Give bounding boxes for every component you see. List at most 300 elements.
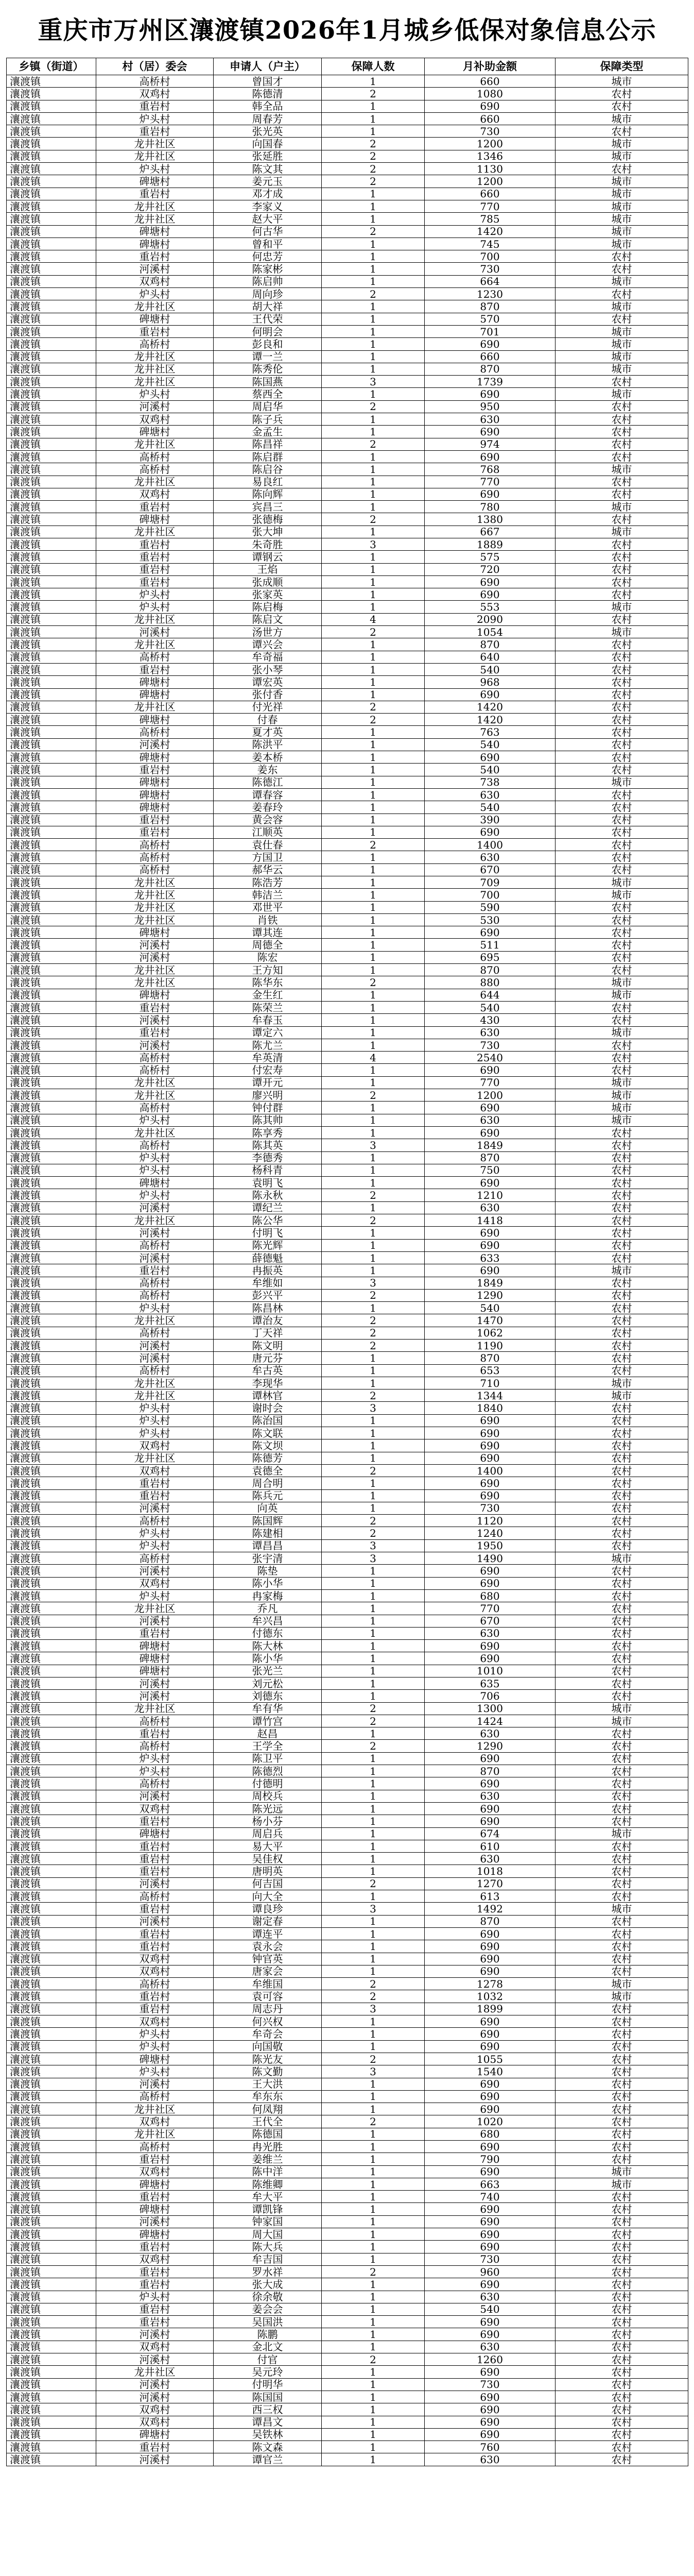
cell-village: 河溪村	[96, 2215, 214, 2228]
cell-applicant: 陈浩芳	[214, 876, 322, 889]
cell-monthly-amount: 2090	[425, 613, 556, 625]
cell-township: 瀼渡镇	[7, 1765, 96, 1777]
cell-monthly-amount: 690	[425, 1953, 556, 1965]
cell-security-type: 城市	[556, 1026, 688, 1039]
cell-applicant: 肖铁	[214, 913, 322, 926]
cell-applicant: 张成顺	[214, 575, 322, 588]
cell-security-type: 城市	[556, 1264, 688, 1277]
cell-village: 河溪村	[96, 1690, 214, 1702]
cell-applicant: 姜会会	[214, 2303, 322, 2315]
cell-people-count: 2	[322, 714, 425, 726]
cell-security-type: 农村	[556, 1126, 688, 1139]
cell-monthly-amount: 709	[425, 876, 556, 889]
cell-applicant: 向国敬	[214, 2040, 322, 2053]
cell-monthly-amount: 1240	[425, 1527, 556, 1539]
table-row	[7, 2128, 688, 2140]
cell-security-type: 农村	[556, 400, 688, 413]
cell-village: 河溪村	[96, 2453, 214, 2466]
cell-monthly-amount: 630	[425, 2291, 556, 2303]
cell-monthly-amount: 730	[425, 1039, 556, 1051]
cell-village: 龙井社区	[96, 526, 214, 538]
cell-township: 瀼渡镇	[7, 1903, 96, 1915]
cell-security-type: 农村	[556, 701, 688, 713]
cell-monthly-amount: 630	[425, 2453, 556, 2466]
cell-township: 瀼渡镇	[7, 2203, 96, 2215]
cell-security-type: 城市	[556, 1702, 688, 1715]
cell-village: 河溪村	[96, 2328, 214, 2341]
cell-township: 瀼渡镇	[7, 663, 96, 675]
table-row	[7, 1477, 688, 1489]
cell-applicant: 谭昌昌	[214, 1539, 322, 1552]
cell-township: 瀼渡镇	[7, 863, 96, 876]
cell-security-type: 城市	[556, 976, 688, 989]
cell-village: 双鸡村	[96, 2115, 214, 2128]
table-row	[7, 1177, 688, 1189]
cell-people-count: 1	[322, 2128, 425, 2140]
cell-monthly-amount: 630	[425, 1790, 556, 1802]
table-row	[7, 488, 688, 500]
cell-applicant: 陈其英	[214, 1139, 322, 1151]
cell-village: 双鸡村	[96, 275, 214, 287]
cell-applicant: 袁德全	[214, 1464, 322, 1477]
cell-village: 河溪村	[96, 1877, 214, 1890]
cell-village: 双鸡村	[96, 1439, 214, 1452]
table-row	[7, 714, 688, 726]
cell-people-count: 1	[322, 1164, 425, 1176]
cell-village: 炉头村	[96, 112, 214, 125]
cell-applicant: 王焰	[214, 563, 322, 575]
table-row	[7, 325, 688, 337]
cell-applicant: 宾昌三	[214, 501, 322, 513]
cell-security-type: 农村	[556, 2416, 688, 2428]
cell-security-type: 农村	[556, 476, 688, 488]
cell-township: 瀼渡镇	[7, 575, 96, 588]
table-row	[7, 876, 688, 889]
cell-people-count: 1	[322, 313, 425, 325]
cell-village: 重岩村	[96, 501, 214, 513]
cell-applicant: 胡大祥	[214, 300, 322, 313]
cell-township: 瀼渡镇	[7, 2303, 96, 2315]
cell-applicant: 何明会	[214, 325, 322, 337]
cell-village: 高桥村	[96, 1139, 214, 1151]
cell-monthly-amount: 690	[425, 2078, 556, 2090]
cell-applicant: 陈德芳	[214, 1452, 322, 1464]
cell-applicant: 廖兴明	[214, 1089, 322, 1101]
cell-applicant: 王学全	[214, 1740, 322, 1752]
cell-village: 河溪村	[96, 2353, 214, 2366]
cell-applicant: 陈德江	[214, 776, 322, 788]
cell-security-type: 农村	[556, 2303, 688, 2315]
cell-village: 高桥村	[96, 2140, 214, 2153]
cell-people-count: 1	[322, 2178, 425, 2190]
cell-village: 河溪村	[96, 1251, 214, 1264]
cell-applicant: 牟兴昌	[214, 1615, 322, 1627]
cell-applicant: 王方知	[214, 964, 322, 976]
cell-township: 瀼渡镇	[7, 1915, 96, 1927]
cell-village: 重岩村	[96, 1990, 214, 2003]
cell-monthly-amount: 738	[425, 776, 556, 788]
cell-applicant: 唐元芬	[214, 1352, 322, 1364]
cell-security-type: 农村	[556, 250, 688, 263]
cell-monthly-amount: 790	[425, 2153, 556, 2165]
cell-people-count: 1	[322, 1915, 425, 1927]
cell-security-type: 农村	[556, 1915, 688, 1927]
cell-township: 瀼渡镇	[7, 513, 96, 526]
cell-security-type: 城市	[556, 1101, 688, 1114]
cell-monthly-amount: 690	[425, 1427, 556, 1439]
cell-people-count: 1	[322, 1439, 425, 1452]
cell-applicant: 何吉国	[214, 1877, 322, 1890]
cell-security-type: 农村	[556, 1452, 688, 1464]
table-row	[7, 2441, 688, 2453]
cell-people-count: 1	[322, 1151, 425, 1164]
cell-monthly-amount: 690	[425, 426, 556, 438]
cell-security-type: 农村	[556, 1953, 688, 1965]
cell-people-count: 1	[322, 788, 425, 801]
cell-township: 瀼渡镇	[7, 2391, 96, 2403]
table-row	[7, 2115, 688, 2128]
cell-applicant: 李现华	[214, 1377, 322, 1389]
cell-township: 瀼渡镇	[7, 1277, 96, 1289]
table-row	[7, 2015, 688, 2028]
cell-township: 瀼渡镇	[7, 676, 96, 688]
cell-people-count: 2	[322, 1327, 425, 1339]
cell-applicant: 付春	[214, 714, 322, 726]
cell-applicant: 夏才英	[214, 726, 322, 738]
cell-applicant: 陈国辉	[214, 1515, 322, 1527]
table-row	[7, 1427, 688, 1439]
cell-village: 碑塘村	[96, 238, 214, 250]
cell-monthly-amount: 1018	[425, 1865, 556, 1877]
table-row	[7, 1001, 688, 1013]
cell-applicant: 何忠芳	[214, 250, 322, 263]
cell-security-type: 城市	[556, 388, 688, 400]
cell-monthly-amount: 870	[425, 1765, 556, 1777]
table-row	[7, 1064, 688, 1076]
cell-village: 龙井社区	[96, 1214, 214, 1227]
cell-township: 瀼渡镇	[7, 788, 96, 801]
table-row	[7, 1389, 688, 1402]
cell-village: 重岩村	[96, 125, 214, 138]
cell-village: 重岩村	[96, 1477, 214, 1489]
table-row	[7, 250, 688, 263]
cell-village: 高桥村	[96, 2090, 214, 2103]
cell-security-type: 农村	[556, 1139, 688, 1151]
cell-township: 瀼渡镇	[7, 338, 96, 350]
cell-people-count: 1	[322, 601, 425, 613]
cell-people-count: 1	[322, 2078, 425, 2090]
cell-village: 重岩村	[96, 1840, 214, 1852]
table-row	[7, 1452, 688, 1464]
cell-security-type: 农村	[556, 538, 688, 550]
cell-monthly-amount: 630	[425, 1026, 556, 1039]
table-row	[7, 1026, 688, 1039]
cell-monthly-amount: 1200	[425, 175, 556, 188]
cell-people-count: 1	[322, 638, 425, 651]
cell-security-type: 农村	[556, 1289, 688, 1301]
cell-monthly-amount: 690	[425, 1815, 556, 1827]
cell-township: 瀼渡镇	[7, 726, 96, 738]
cell-people-count: 1	[322, 651, 425, 663]
cell-monthly-amount: 511	[425, 939, 556, 951]
cell-people-count: 3	[322, 1539, 425, 1552]
cell-applicant: 李家义	[214, 200, 322, 212]
table-row	[7, 275, 688, 287]
cell-township: 瀼渡镇	[7, 901, 96, 913]
cell-monthly-amount: 540	[425, 1001, 556, 1013]
cell-monthly-amount: 1300	[425, 1702, 556, 1715]
cell-security-type: 农村	[556, 1014, 688, 1026]
cell-security-type: 农村	[556, 926, 688, 939]
cell-monthly-amount: 390	[425, 814, 556, 826]
cell-people-count: 1	[322, 1677, 425, 1690]
cell-security-type: 农村	[556, 2328, 688, 2341]
cell-applicant: 方国卫	[214, 851, 322, 863]
cell-village: 高桥村	[96, 863, 214, 876]
table-row	[7, 263, 688, 275]
cell-monthly-amount: 690	[425, 1452, 556, 1464]
cell-monthly-amount: 690	[425, 1227, 556, 1239]
cell-village: 炉头村	[96, 1589, 214, 1602]
cell-applicant: 袁明飞	[214, 1177, 322, 1189]
cell-monthly-amount: 770	[425, 476, 556, 488]
cell-monthly-amount: 630	[425, 851, 556, 863]
table-row	[7, 1690, 688, 1702]
cell-monthly-amount: 690	[425, 1752, 556, 1765]
cell-township: 瀼渡镇	[7, 2115, 96, 2128]
cell-township: 瀼渡镇	[7, 1815, 96, 1827]
cell-village: 河溪村	[96, 626, 214, 638]
cell-township: 瀼渡镇	[7, 1477, 96, 1489]
cell-people-count: 2	[322, 1314, 425, 1327]
cell-people-count: 1	[322, 1927, 425, 1940]
cell-security-type: 农村	[556, 1414, 688, 1427]
cell-applicant: 向国春	[214, 138, 322, 150]
table-row	[7, 225, 688, 238]
cell-township: 瀼渡镇	[7, 2191, 96, 2203]
cell-applicant: 陈德国	[214, 2128, 322, 2140]
table-row	[7, 1815, 688, 1827]
cell-village: 龙井社区	[96, 901, 214, 913]
cell-village: 重岩村	[96, 1727, 214, 1740]
cell-security-type: 农村	[556, 1227, 688, 1239]
cell-monthly-amount: 635	[425, 1677, 556, 1690]
table-row	[7, 1652, 688, 1665]
table-row	[7, 1314, 688, 1327]
cell-applicant: 陈德烈	[214, 1765, 322, 1777]
cell-security-type: 农村	[556, 1151, 688, 1164]
cell-people-count: 1	[322, 1227, 425, 1239]
table-row	[7, 575, 688, 588]
cell-security-type: 农村	[556, 563, 688, 575]
cell-applicant: 冉家梅	[214, 1589, 322, 1602]
cell-village: 龙井社区	[96, 138, 214, 150]
cell-people-count: 1	[322, 450, 425, 463]
cell-security-type: 农村	[556, 2215, 688, 2228]
cell-village: 龙井社区	[96, 876, 214, 889]
cell-people-count: 1	[322, 1615, 425, 1627]
cell-security-type: 农村	[556, 2403, 688, 2416]
cell-people-count: 1	[322, 1101, 425, 1114]
cell-people-count: 2	[322, 225, 425, 238]
cell-township: 瀼渡镇	[7, 325, 96, 337]
cell-monthly-amount: 640	[425, 651, 556, 663]
table-row	[7, 2053, 688, 2065]
cell-monthly-amount: 730	[425, 2253, 556, 2265]
cell-security-type: 农村	[556, 2428, 688, 2441]
cell-security-type: 农村	[556, 1277, 688, 1289]
cell-monthly-amount: 1120	[425, 1515, 556, 1527]
cell-security-type: 农村	[556, 2265, 688, 2278]
table-row	[7, 1076, 688, 1089]
table-row	[7, 989, 688, 1001]
cell-township: 瀼渡镇	[7, 2316, 96, 2328]
cell-applicant: 袁可容	[214, 1990, 322, 2003]
cell-security-type: 农村	[556, 2453, 688, 2466]
table-row	[7, 1752, 688, 1765]
cell-monthly-amount: 763	[425, 726, 556, 738]
table-row	[7, 2316, 688, 2328]
cell-township: 瀼渡镇	[7, 1052, 96, 1064]
cell-village: 河溪村	[96, 1201, 214, 1214]
cell-township: 瀼渡镇	[7, 1627, 96, 1639]
cell-monthly-amount: 690	[425, 2428, 556, 2441]
cell-applicant: 王代全	[214, 2115, 322, 2128]
cell-township: 瀼渡镇	[7, 801, 96, 814]
cell-security-type: 农村	[556, 2341, 688, 2353]
cell-village: 双鸡村	[96, 1965, 214, 1977]
cell-village: 炉头村	[96, 1527, 214, 1539]
cell-monthly-amount: 690	[425, 2278, 556, 2291]
cell-applicant: 陈文森	[214, 2441, 322, 2453]
cell-people-count: 4	[322, 613, 425, 625]
table-row	[7, 976, 688, 989]
cell-security-type: 农村	[556, 726, 688, 738]
cell-people-count: 1	[322, 738, 425, 751]
table-row	[7, 1101, 688, 1114]
cell-village: 炉头村	[96, 2065, 214, 2078]
table-row	[7, 1877, 688, 1890]
cell-village: 龙井社区	[96, 1377, 214, 1389]
cell-township: 瀼渡镇	[7, 601, 96, 613]
table-row	[7, 2353, 688, 2366]
cell-township: 瀼渡镇	[7, 2353, 96, 2366]
cell-people-count: 1	[322, 863, 425, 876]
cell-applicant: 付明飞	[214, 1227, 322, 1239]
table-row	[7, 1114, 688, 1126]
cell-applicant: 谭治友	[214, 1314, 322, 1327]
cell-monthly-amount: 633	[425, 1251, 556, 1264]
cell-township: 瀼渡镇	[7, 1302, 96, 1314]
cell-security-type: 城市	[556, 889, 688, 901]
cell-township: 瀼渡镇	[7, 112, 96, 125]
cell-security-type: 农村	[556, 1765, 688, 1777]
cell-village: 炉头村	[96, 1151, 214, 1164]
table-row	[7, 1302, 688, 1314]
cell-township: 瀼渡镇	[7, 2378, 96, 2391]
cell-township: 瀼渡镇	[7, 1715, 96, 1727]
cell-township: 瀼渡镇	[7, 1001, 96, 1013]
cell-applicant: 吴佳权	[214, 1853, 322, 1865]
cell-monthly-amount: 690	[425, 2215, 556, 2228]
table-row	[7, 1953, 688, 1965]
header-row	[7, 58, 688, 75]
table-row	[7, 2090, 688, 2103]
cell-applicant: 付宏寿	[214, 1064, 322, 1076]
cell-applicant: 陈文明	[214, 1339, 322, 1351]
cell-village: 河溪村	[96, 1039, 214, 1051]
cell-village: 重岩村	[96, 1940, 214, 1953]
table-row	[7, 450, 688, 463]
table-row	[7, 1052, 688, 1064]
cell-people-count: 1	[322, 1452, 425, 1464]
cell-applicant: 谢定春	[214, 1915, 322, 1927]
cell-applicant: 牟古英	[214, 1364, 322, 1377]
cell-security-type: 农村	[556, 814, 688, 826]
cell-applicant: 赵大平	[214, 213, 322, 225]
cell-township: 瀼渡镇	[7, 388, 96, 400]
cell-security-type: 城市	[556, 463, 688, 476]
cell-security-type: 农村	[556, 1339, 688, 1351]
cell-people-count: 1	[322, 2303, 425, 2315]
cell-security-type: 农村	[556, 2028, 688, 2040]
cell-monthly-amount: 1230	[425, 288, 556, 300]
cell-applicant: 何兴权	[214, 2015, 322, 2028]
cell-monthly-amount: 540	[425, 2303, 556, 2315]
cell-monthly-amount: 690	[425, 2028, 556, 2040]
cell-people-count: 1	[322, 889, 425, 901]
cell-township: 瀼渡镇	[7, 275, 96, 287]
cell-village: 碑塘村	[96, 513, 214, 526]
cell-monthly-amount: 1424	[425, 1715, 556, 1727]
cell-security-type: 城市	[556, 75, 688, 88]
table-row	[7, 1927, 688, 1940]
cell-township: 瀼渡镇	[7, 626, 96, 638]
cell-people-count: 1	[322, 1752, 425, 1765]
cell-applicant: 乔凡	[214, 1602, 322, 1615]
table-row	[7, 388, 688, 400]
cell-applicant: 周向珍	[214, 288, 322, 300]
cell-security-type: 农村	[556, 263, 688, 275]
cell-monthly-amount: 670	[425, 863, 556, 876]
table-row	[7, 2203, 688, 2215]
cell-applicant: 谭连平	[214, 1927, 322, 1940]
cell-village: 河溪村	[96, 1352, 214, 1364]
cell-township: 瀼渡镇	[7, 1577, 96, 1589]
cell-monthly-amount: 690	[425, 575, 556, 588]
cell-village: 龙井社区	[96, 976, 214, 989]
cell-village: 重岩村	[96, 1903, 214, 1915]
cell-monthly-amount: 750	[425, 1164, 556, 1176]
cell-township: 瀼渡镇	[7, 313, 96, 325]
cell-village: 碑塘村	[96, 676, 214, 688]
cell-people-count: 1	[322, 939, 425, 951]
cell-monthly-amount: 870	[425, 964, 556, 976]
table-row	[7, 1890, 688, 1903]
cell-township: 瀼渡镇	[7, 2253, 96, 2265]
cell-village: 高桥村	[96, 1239, 214, 1251]
cell-security-type: 城市	[556, 1715, 688, 1727]
cell-monthly-amount: 667	[425, 526, 556, 538]
cell-security-type: 农村	[556, 1327, 688, 1339]
cell-monthly-amount: 690	[425, 826, 556, 838]
cell-applicant: 钟付群	[214, 1101, 322, 1114]
cell-monthly-amount: 700	[425, 889, 556, 901]
cell-people-count: 1	[322, 1802, 425, 1815]
cell-township: 瀼渡镇	[7, 764, 96, 776]
cell-security-type: 农村	[556, 1489, 688, 1502]
table-row	[7, 1164, 688, 1176]
